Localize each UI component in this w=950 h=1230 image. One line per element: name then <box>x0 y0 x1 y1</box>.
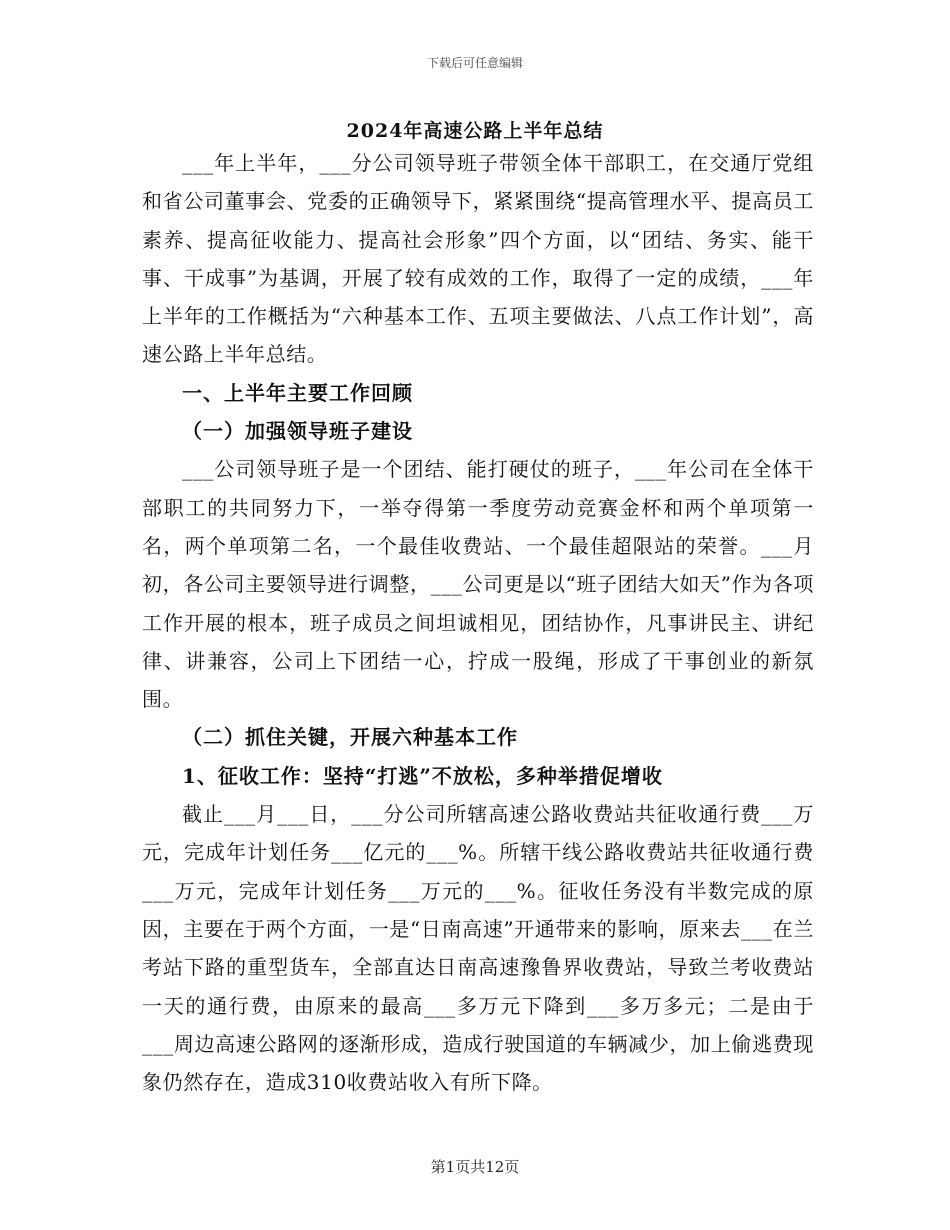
intro-paragraph: ___年上半年，___分公司领导班子带领全体干部职工，在交通厅党组和省公司董事会、党委的正确领导下，紧紧围绕“提高管理水平、提高员工素养、提高征收能力、提高社会形象”四个方面，以“团结、务实、能干事、干成事”为基调，开展了较有成效的工作，取得了一定的成绩，___年上半年的工作概括为“六种基本工作、五项主要做法、八点工作计划”，高速公路上半年总结。 <box>142 151 814 367</box>
document-title: 2024年高速公路上半年总结 <box>346 120 604 142</box>
page-header-note: 下载后可任意编辑 <box>426 56 523 70</box>
subsection-heading: （一）加强领导班子建设 <box>182 419 413 444</box>
section-heading: 一、上半年主要工作回顾 <box>182 380 413 405</box>
document-body <box>142 144 814 1101</box>
item-heading: 1、征收工作：坚持“打逃”不放松，多种举措促增收 <box>182 763 663 788</box>
page-number-footer: 第1页共12页 <box>430 1158 520 1176</box>
collection-paragraph: 截止___月___日，___分公司所辖高速公路收费站共征收通行费___万元，完成年计划任务___亿元的___%。所辖干线公路收费站共征收通行费___万元，完成年计划任务___万元的___%。征收任务没有半数完成的原因，主要在于两个方面，一是“日南高速”开通带来的影响，原来去___在兰考站下路的重型货车，全部直达日南高速豫鲁界收费站，导致兰考收费站一天的通行费，由原来的最高___多万元下降到___多万多元；二是由于___周边高速公路网的逐渐形成，造成行驶国道的车辆减少，加上偷逃费现象仍然存在，造成310收费站收入有所下降。 <box>142 802 814 1095</box>
subsection-heading: （二）抓住关键，开展六种基本工作 <box>182 725 518 750</box>
leadership-paragraph: ___公司领导班子是一个团结、能打硬仗的班子，___年公司在全体干部职工的共同努力下，一举夺得第一季度劳动竞赛金杯和两个单项第一名，两个单项第二名，一个最佳收费站、一个最佳超限站的荣誉。___月初，各公司主要领导进行调整，___公司更是以“班子团结大如天”作为各项工作开展的根本，班子成员之间坦诚相见，团结协作，凡事讲民主、讲纪律、讲兼容，公司上下团结一心，拧成一股绳，形成了干事创业的新氛围。 <box>142 457 814 712</box>
